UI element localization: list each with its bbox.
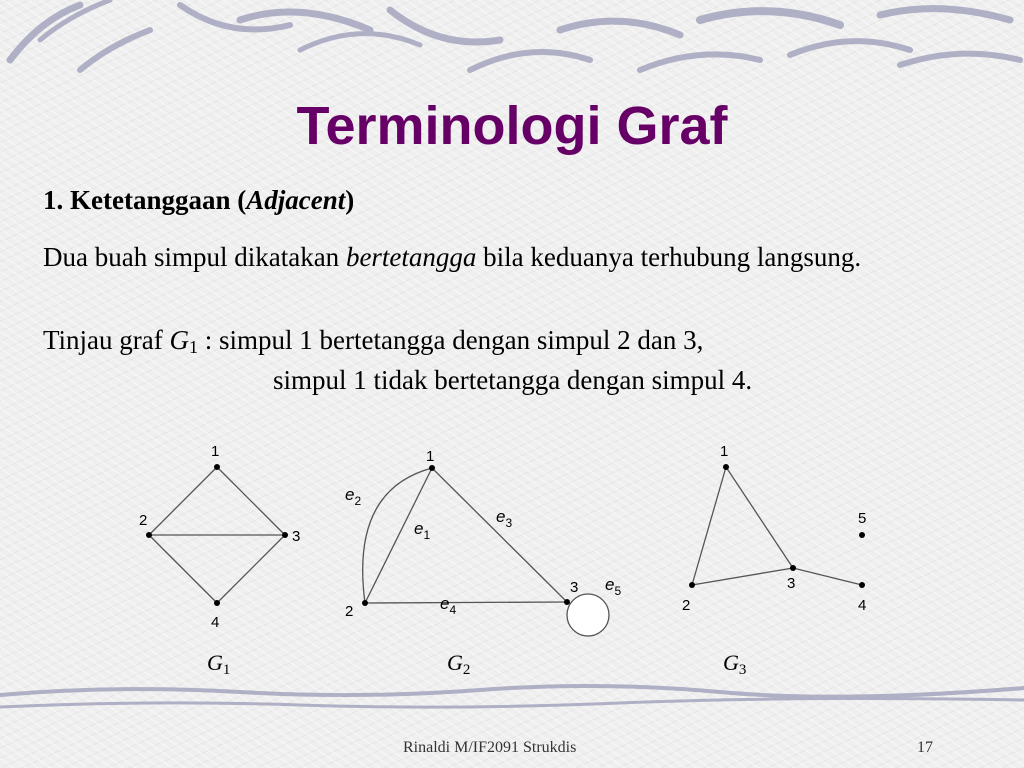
g2-e4-name: e bbox=[440, 594, 450, 613]
g3-edge-2-3 bbox=[692, 568, 793, 585]
g1-label-sub: 1 bbox=[222, 662, 231, 678]
g1-label bbox=[207, 650, 230, 678]
g2-e2-name: e bbox=[345, 485, 355, 504]
g1-label-letter: G bbox=[207, 650, 223, 675]
para1-italic: bertetangga bbox=[345, 242, 477, 272]
graph-g2 bbox=[363, 468, 609, 636]
g3-edge-1-3 bbox=[726, 467, 793, 568]
g3-edge-1-2 bbox=[692, 467, 726, 585]
graph-g1 bbox=[149, 467, 285, 603]
g2-edge-label-e4 bbox=[440, 594, 456, 617]
para2-sub: 1 bbox=[189, 337, 198, 357]
g3-label-sub: 3 bbox=[738, 662, 747, 678]
g2-e4-sub: 4 bbox=[449, 603, 457, 617]
example-paragraph-continued: simpul 1 tidak bertetangga dengan simpul 4. bbox=[273, 365, 753, 395]
para1-after: bila keduanya terhubung langsung. bbox=[476, 242, 862, 272]
g3-edge-3-4 bbox=[793, 568, 862, 585]
g1-vertex-label-1: 1 bbox=[211, 443, 220, 460]
g2-edge-label-e2 bbox=[345, 485, 361, 508]
g1-vertex-label-2: 2 bbox=[139, 512, 148, 529]
g2-e3-sub: 3 bbox=[505, 516, 513, 530]
g3-vertex-label-5: 5 bbox=[858, 510, 867, 527]
section-heading bbox=[43, 185, 354, 216]
heading-prefix: 1. Ketetanggaan ( bbox=[43, 185, 247, 215]
definition-paragraph bbox=[43, 237, 996, 277]
g2-vertex-label-2: 2 bbox=[345, 603, 354, 620]
g3-vertex-label-4: 4 bbox=[858, 597, 867, 614]
g3-vertex-4 bbox=[859, 582, 865, 588]
g3-vertex-5 bbox=[859, 532, 865, 538]
g3-vertex-label-1: 1 bbox=[720, 443, 729, 460]
g3-vertex-label-2: 2 bbox=[682, 597, 691, 614]
footer-author: Rinaldi M/IF2091 Strukdis bbox=[403, 739, 577, 756]
g2-label-sub: 2 bbox=[462, 662, 471, 678]
g2-label-letter: G bbox=[447, 650, 463, 675]
g2-edge-e5-loop bbox=[567, 594, 609, 636]
g1-edge-3-4 bbox=[217, 535, 285, 603]
g2-edge-label-e3 bbox=[496, 507, 512, 530]
para2-graph: G bbox=[169, 325, 189, 355]
g2-e3-name: e bbox=[496, 507, 506, 526]
g1-vertex-label-3: 3 bbox=[292, 528, 301, 545]
page-number: 17 bbox=[917, 739, 933, 756]
para2-before: Tinjau graf bbox=[43, 325, 170, 355]
g1-vertex-4 bbox=[214, 600, 220, 606]
g2-vertex-label-3: 3 bbox=[570, 579, 579, 596]
slide-title: Terminologi Graf bbox=[296, 96, 728, 156]
g2-label bbox=[447, 650, 470, 678]
g3-label bbox=[723, 650, 746, 678]
g1-edge-1-3 bbox=[217, 467, 285, 535]
g2-edge-e3 bbox=[432, 468, 567, 602]
g1-vertex-3 bbox=[282, 532, 288, 538]
g1-edge-2-4 bbox=[149, 535, 217, 603]
g1-edge-1-2 bbox=[149, 467, 217, 535]
g1-vertex-label-4: 4 bbox=[211, 614, 220, 631]
g3-vertex-label-3: 3 bbox=[787, 575, 796, 592]
g3-vertex-3 bbox=[790, 565, 796, 571]
g2-e5-sub: 5 bbox=[614, 584, 622, 598]
heading-italic: Adjacent bbox=[246, 185, 346, 215]
g1-vertex-2 bbox=[146, 532, 152, 538]
g2-vertex-3 bbox=[564, 599, 570, 605]
g2-vertex-label-1: 1 bbox=[426, 448, 435, 465]
g3-label-letter: G bbox=[723, 650, 739, 675]
g1-vertex-1 bbox=[214, 464, 220, 470]
g2-vertex-2 bbox=[362, 600, 368, 606]
g3-vertex-1 bbox=[723, 464, 729, 470]
g2-edge-e4 bbox=[365, 602, 567, 603]
g2-edge-label-e5 bbox=[605, 575, 621, 598]
graph-g3 bbox=[692, 467, 862, 585]
graph-figures bbox=[0, 430, 1024, 690]
g2-e1-name: e bbox=[414, 519, 424, 538]
para2-after: : simpul 1 bertetangga dengan simpul 2 dan 3, bbox=[198, 325, 704, 355]
g2-e1-sub: 1 bbox=[423, 528, 431, 542]
g2-e5-name: e bbox=[605, 575, 615, 594]
para1-before: Dua buah simpul dikatakan bbox=[43, 242, 346, 272]
heading-suffix: ) bbox=[345, 185, 355, 215]
g2-edge-label-e1 bbox=[414, 519, 430, 542]
g2-vertex-1 bbox=[429, 465, 435, 471]
g2-e2-sub: 2 bbox=[354, 494, 362, 508]
g3-vertex-2 bbox=[689, 582, 695, 588]
